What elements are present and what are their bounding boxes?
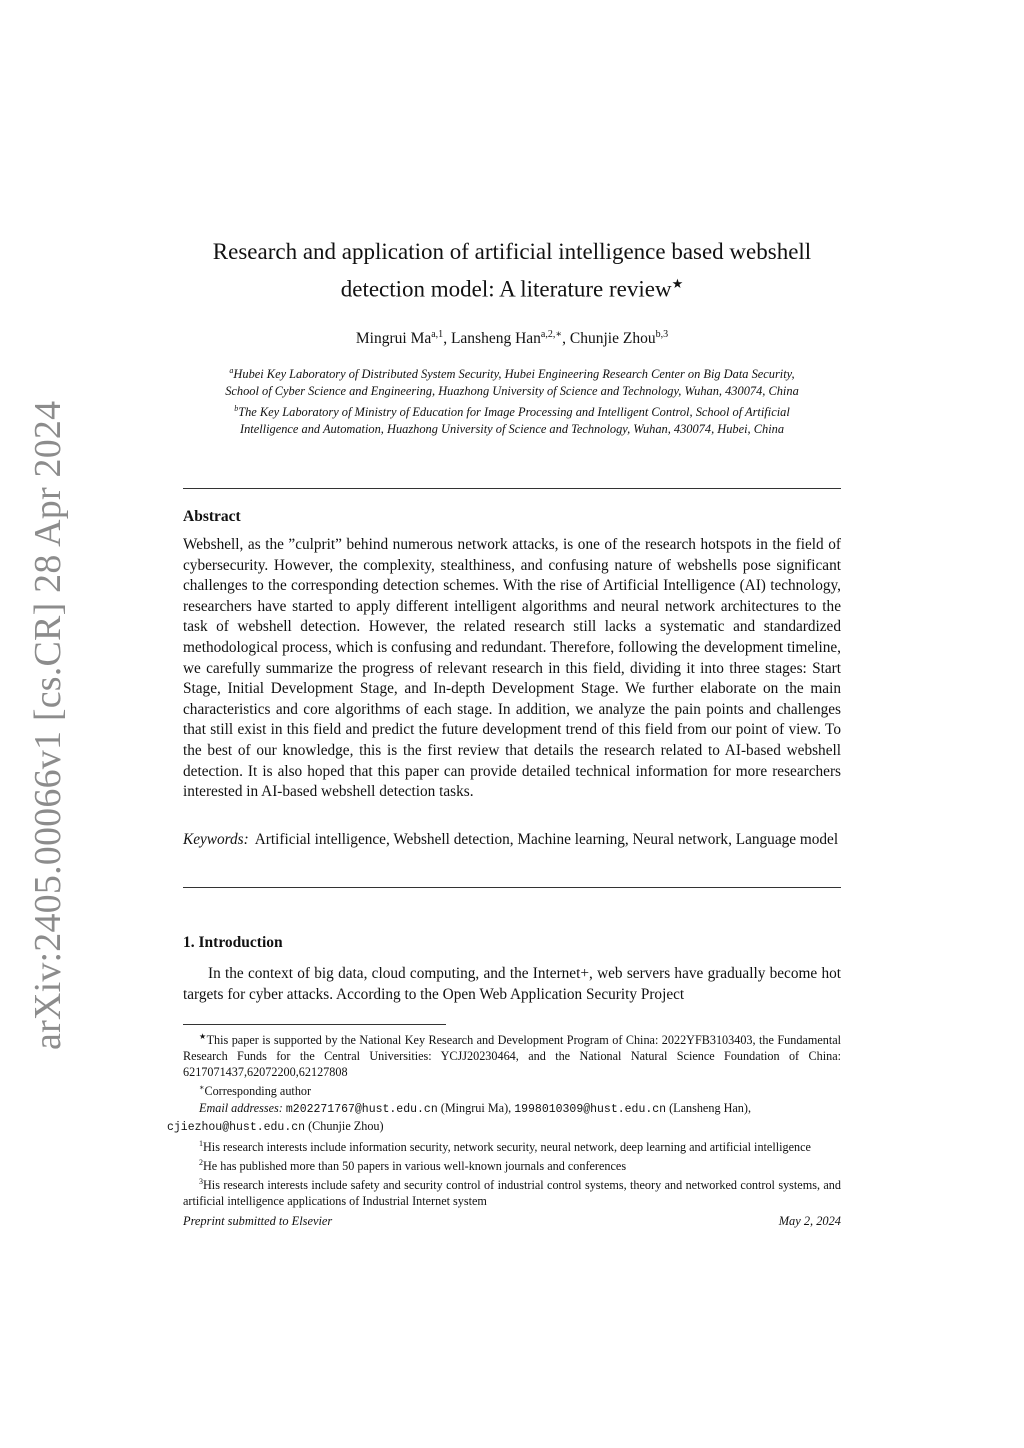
affiliations [163,362,861,438]
author-list: Mingrui Ma$^{a,1}$, Lansheng Han$^{a,2,∗}$, Chunjie Zhou$^{b,3}$ [355,329,669,348]
affiliation-a-line-2: School of Cyber Science and Engineering, Huazhong University of Science and Technology, Wuhan, 430074, China [225,384,799,399]
footnote-corr-text: Corresponding author [204,1084,312,1099]
section-heading-introduction: 1. Introduction [183,934,283,951]
title-line-2: detection model: A literature review [340,276,672,302]
email-link[interactable]: 1998010309@hust.edu.cn [514,1102,667,1116]
author-marks: a,2,∗ [540,329,563,340]
title-line-1: Research and application of artificial intelligence based webshell [212,239,812,264]
author-marks: a,1 [431,329,444,340]
footnote-1-mark: 1 [199,1138,203,1148]
footnote-3 [183,1174,841,1209]
arxiv-identifier-stamp: arXiv:2405.00066v1 [cs.CR] 28 Apr 2024 [27,400,69,1050]
abstract-top-rule [183,488,841,489]
abstract-heading: Abstract [183,508,241,525]
footnote-rule [183,1024,446,1025]
footer-preprint-note: Preprint submitted to Elsevier [183,1214,333,1228]
footnote-2-mark: 2 [199,1157,203,1167]
email-link[interactable]: cjiezhou@hust.edu.cn [167,1120,306,1134]
footnote-1-text: His research interests include information security, network security, neural network, deep learning and artificial intelligence [203,1139,811,1154]
author-name: Mingrui Ma [355,330,432,348]
footer-date: May 2, 2024 [778,1214,841,1228]
footnote-corresponding [183,1080,841,1099]
affiliation-b-line-2: Intelligence and Automation, Huazhong University of Science and Technology, Wuhan, 430074, Hubei, China [239,422,785,437]
title-star-mark: ★ [671,276,684,291]
keywords-text: Artificial intelligence, Webshell detection, Machine learning, Neural network, Language model [254,831,839,848]
footnote-emails [167,1100,841,1136]
email-owner: (Chunjie Zhou) [308,1118,384,1133]
author-name: Lansheng Han [450,330,541,348]
affiliation-b-line-1: The Key Laboratory of Ministry of Education for Image Processing and Intelligent Control, School of Artificial [238,405,790,420]
footnote-2-text: He has published more than 50 papers in various well-known journals and conferences [203,1158,627,1173]
footnote-funding [183,1029,841,1080]
paper-title [163,236,861,306]
footnote-3-text: His research interests include safety and security control of industrial control systems, theory and networked control systems, and artificial intelligence applications of Industrial Internet system [183,1178,841,1209]
affiliation-a-line-1: Hubei Key Laboratory of Distributed System Security, Hubei Engineering Research Center on Big Data Security, [233,367,795,382]
footnote-1 [183,1136,841,1155]
email-label: Email addresses: [199,1100,283,1115]
introduction-text: In the context of big data, cloud computing, and the Internet+, web servers have gradually become hot targets for cyber attacks. According to the Open Web Application Security Project [183,965,841,1003]
abstract-text: Webshell, as the ”culprit” behind numerous network attacks, is one of the research hotspots in the field of cybersecurity. However, the complexity, stealthiness, and confusing nature of webshells pose significant challenges to the corresponding detection schemes. With the rise of Artificial Intelligence (AI) technology, researchers have started to apply different intelligent algorithms and neural network architectures to the task of webshell detection. However, the related research still lacks a systematic and standardized methodological process, which is confusing and redundant. Therefore, following the development timeline, we carefully summarize the progress of relevant research in this field, dividing it into three stages: Start Stage, Initial Development Stage, and In-depth Development Stage. We further elaborate on the main characteristics and core algorithms of each stage. In addition, we analyze the pain points and challenges that still exist in this field and predict the future development trend of this field from our point of view. To the best of our knowledge, this is the first review that details the research related to AI-based webshell detection. It is also hoped that this paper can provide detailed technical information for more researchers interested in AI-based webshell detection tasks. [183,536,841,801]
keywords-label: Keywords: [183,831,249,848]
email-owner: (Mingrui Ma), [440,1100,512,1115]
footnote-corr-mark: ∗ [199,1083,205,1093]
email-owner: (Lansheng Han), [669,1100,751,1115]
affiliation-mark-a: a [229,366,234,375]
affiliation-mark-b: b [234,404,239,414]
abstract-bottom-rule [183,887,841,888]
email-link[interactable]: m202271767@hust.edu.cn [285,1102,438,1116]
author-marks: b,3 [655,329,669,340]
footnote-funding-text: This paper is supported by the National Key Research and Development Program of China: 2022YFB3103403, the Fundamental Research Funds for the Central Universities: YCJJ20230464, and the National Natural Science Foundation of China: 6217071437,62072200,62127808 [183,1033,842,1080]
footnote-2 [183,1155,841,1174]
author-name: Chunjie Zhou [569,330,656,348]
footnote-3-mark: 3 [199,1177,203,1186]
footnotes [167,1029,842,1209]
keywords [183,830,841,851]
footnote-star-mark: ★ [199,1032,207,1041]
